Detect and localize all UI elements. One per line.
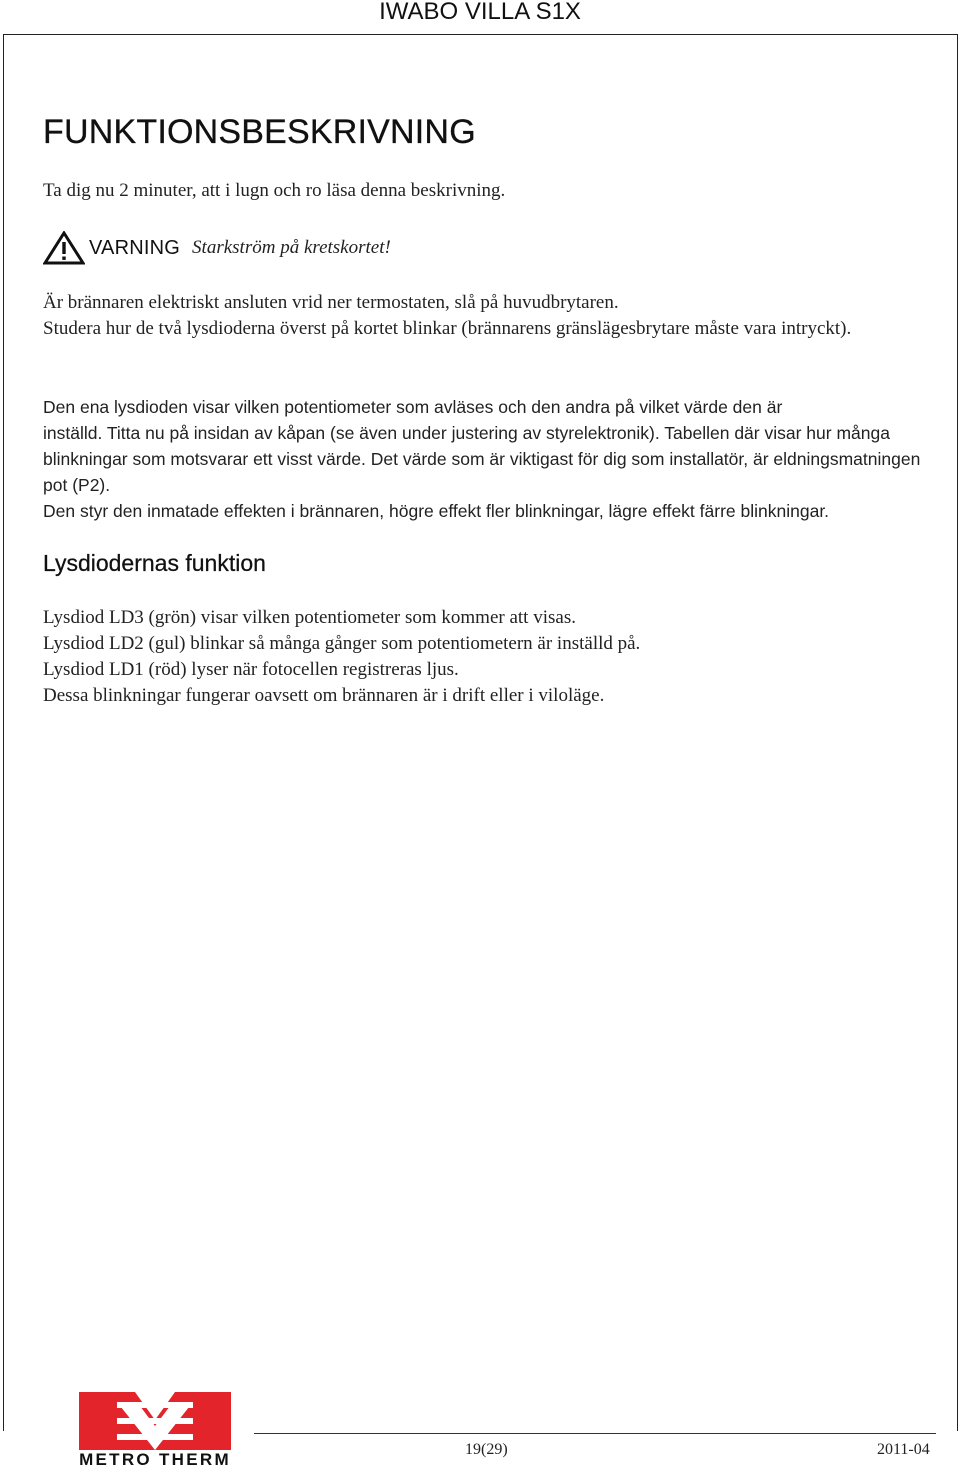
list-item: Lysdiod LD1 (röd) lyser när fotocellen registreras ljus. bbox=[43, 659, 459, 680]
document-header-title: IWABO VILLA S1X bbox=[379, 0, 581, 25]
paragraph-line: Är brännaren elektriskt ansluten vrid ner termostaten, slå på huvudbrytaren. bbox=[43, 292, 619, 313]
led-list bbox=[43, 605, 640, 709]
paragraph-line: Studera hur de två lysdioderna överst på kortet blinkar (brännarens gränslägesbrytare måste vara intryckt). bbox=[43, 318, 852, 339]
paragraph-line: Den styr den inmatade effekten i brännaren, högre effekt fler blinkningar, lägre effekt färre blinkningar. bbox=[43, 501, 830, 521]
paragraph-settings bbox=[43, 420, 928, 524]
list-item: Dessa blinkningar fungerar oavsett om brännaren är i drift eller i viloläge. bbox=[43, 685, 605, 706]
paragraph-line: inställd. Titta nu på insidan av kåpan (se även under justering av styrelektronik). Tabellen där visar hur många blinkningar som motsvarar ett visst värde. Det värde som är viktigast för dig som installatör, är eldningsmatningen pot (P2). bbox=[43, 423, 921, 495]
page-title: FUNKTIONSBESKRIVNING bbox=[43, 113, 476, 151]
footer-divider bbox=[254, 1433, 936, 1434]
revision-date: 2011-04 bbox=[877, 1441, 930, 1458]
paragraph-potentiometer: Den ena lysdioden visar vilken potentiometer som avläses och den andra på vilket värde den är bbox=[43, 397, 783, 417]
logo-mark bbox=[79, 1392, 231, 1450]
list-item: Lysdiod LD2 (gul) blinkar så många gånger som potentiometern är inställd på. bbox=[43, 633, 641, 654]
warning-text: Starkström på kretskortet! bbox=[192, 237, 391, 258]
logo-text: METRO THERM bbox=[79, 1450, 231, 1469]
warning-label: VARNING bbox=[89, 236, 181, 259]
page-number: 19(29) bbox=[465, 1441, 508, 1458]
paragraph-connection bbox=[43, 290, 923, 342]
list-item: Lysdiod LD3 (grön) visar vilken potentiometer som kommer att visas. bbox=[43, 607, 576, 628]
section-title-led-function: Lysdiodernas funktion bbox=[43, 550, 266, 576]
intro-text: Ta dig nu 2 minuter, att i lugn och ro läsa denna beskrivning. bbox=[43, 180, 506, 201]
warning-triangle-icon bbox=[43, 231, 85, 265]
warning-notice bbox=[43, 230, 391, 266]
